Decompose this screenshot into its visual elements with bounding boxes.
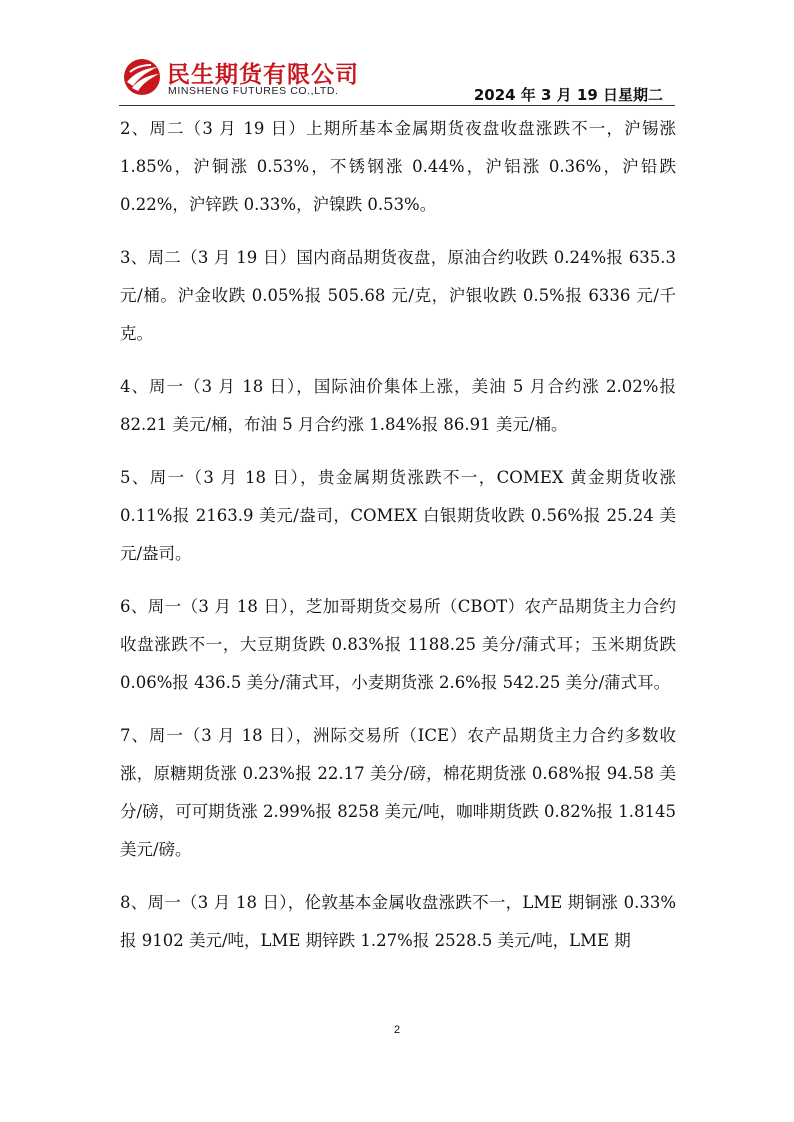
company-logo bbox=[123, 56, 363, 102]
news-item-3: 3、周二（3 月 19 日）国内商品期货夜盘，原油合约收跌 0.24%报 635.3 元/桶。沪金收跌 0.05%报 505.68 元/克，沪银收跌 0.5%报 6336 元/千克。 bbox=[120, 248, 676, 343]
minsheng-logo-icon bbox=[123, 58, 161, 96]
logo-chinese-name: 民生期货有限公司 bbox=[167, 62, 359, 88]
news-item-5: 5、周一（3 月 18 日），贵金属期货涨跌不一，COMEX 黄金期货收涨 0.11%报 2163.9 美元/盎司，COMEX 白银期货收跌 0.56%报 25.24 美元/盎司。 bbox=[120, 468, 676, 563]
header-divider bbox=[119, 105, 675, 106]
news-item-7: 7、周一（3 月 18 日），洲际交易所（ICE）农产品期货主力合约多数收涨，原糖期货涨 0.23%报 22.17 美分/磅，棉花期货涨 0.68%报 94.58 美分/磅，可可期货涨 2.99%报 8258 美元/吨，咖啡期货跌 0.82%报 1.8145 美元/磅。 bbox=[120, 726, 676, 859]
news-content bbox=[120, 110, 676, 960]
news-item-2: 2、周二（3 月 19 日）上期所基本金属期货夜盘收盘涨跌不一，沪锡涨 1.85%，沪铜涨 0.53%，不锈钢涨 0.44%，沪铝涨 0.36%，沪铅跌 0.22%，沪锌跌 0.33%，沪镍跌 0.53%。 bbox=[120, 119, 676, 214]
logo-english-name: MINSHENG FUTURES CO.,LTD. bbox=[168, 85, 339, 97]
news-item-6: 6、周一（3 月 18 日），芝加哥期货交易所（CBOT）农产品期货主力合约收盘涨跌不一，大豆期货跌 0.83%报 1188.25 美分/蒲式耳；玉米期货跌 0.06%报 436.5 美分/蒲式耳，小麦期货涨 2.6%报 542.25 美分/蒲式耳。 bbox=[120, 597, 676, 692]
news-item-8: 8、周一（3 月 18 日），伦敦基本金属收盘涨跌不一，LME 期铜涨 0.33%报 9102 美元/吨，LME 期锌跌 1.27%报 2528.5 美元/吨，LME 期 bbox=[120, 893, 676, 950]
page-number: 2 bbox=[393, 1024, 401, 1036]
header-date: 2024 年 3 月 19 日星期二 bbox=[473, 86, 663, 104]
news-item-4: 4、周一（3 月 18 日），国际油价集体上涨，美油 5 月合约涨 2.02%报 82.21 美元/桶，布油 5 月合约涨 1.84%报 86.91 美元/桶。 bbox=[120, 377, 676, 434]
